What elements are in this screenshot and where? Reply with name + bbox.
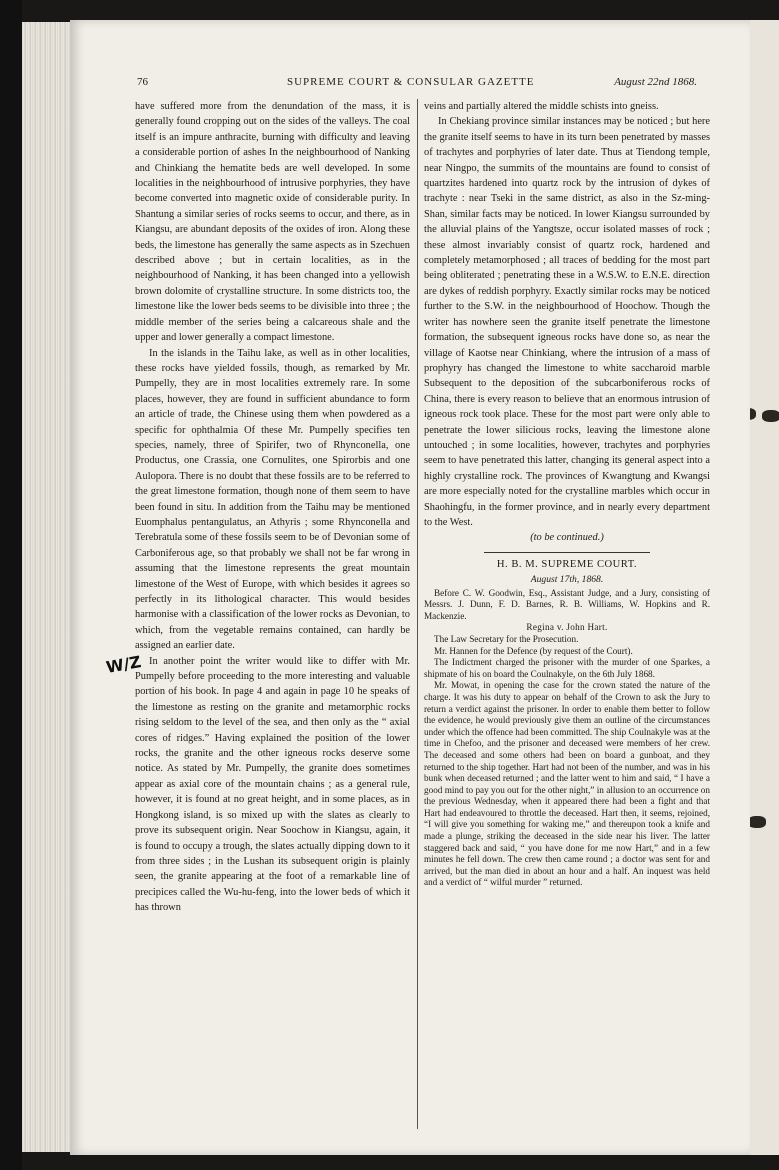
- adjacent-page-edge: [748, 20, 779, 1155]
- defence-line: Mr. Hannen for the Defence (by request of the Court).: [434, 645, 633, 656]
- court-date: August 17th, 1868.: [530, 574, 604, 586]
- case-title: Regina v. John Hart.: [526, 622, 608, 633]
- running-header: [137, 76, 697, 92]
- article-paragraph: have suffered more from the denundation of the mass, it is generally found cropping out on the sides of the valleys. The coal itself is an impure anthracite, burning with difficulty and leaving a considerable portion of ashes In the neighbourhood of Nanking and Chinkiang the hematite beds are well developed. In some localities in the neighbourhood of intrusive porphyries, they have become converted into magnetic oxide of considerable purity. In Shantung a similar series of rocks seems to occur, and there, as in Kiangsu, are abundant deposits of the oxides of iron. Along these beds, the limestone has generally the same aspects as in Szechuen described above ; but in certain localities, as in the neighbourhood of Nanking, it has been changed into a yellowish brown dolomite of crystalline structure. In some districts too, the limestone like the lower beds seems to be divisible into three ; the middle member of the series being a calcareous shale and the upper and lower generally a compact limestone.: [135, 101, 410, 344]
- issue-date: August 22nd 1868.: [614, 76, 697, 88]
- report-paragraph: Mr. Mowat, in opening the case for the crown stated the nature of the charge. It was his duty to appear on behalf of the Crown to ask the Jury to return a verdict against the prisoner. In order to enable them better to follow the evidence, he would previously give them an outline of the circumstances under which the offence had been committed. The ship Coulnakyle was at the time in Chefoo, and the prisoner and deceased were members of her crew. The deceased and some others had been on board a gunboat, and they returned to the ship together. Hart had not been of the number, and was in his bunk when deceased returned ; and the latter went to him and said, “ I have a good mind to pay you out for the other night,” in allusion to an occurrence on the previous Wednesday, when it appeared there had been a fight and that Hart had endeavoured to throttle the deceased. Hart then, it seems, rejoined, “I will give you something for waking me,” and thereupon took a knife and made a plunge, striking the deceased in the side near his liver. The latter staggered back and said, “ you have done for me now Hart,” and in a few minutes he fell down. The crew then came round ; a doctor was sent for and arrived, but the man died in about an hour and a half. An inquest was held and a verdict of “ wilful murder ” returned.: [424, 680, 710, 888]
- article-paragraph: veins and partially altered the middle schists into gneiss.: [424, 101, 659, 112]
- page-number: 76: [137, 76, 148, 88]
- article-paragraph: In Chekiang province similar instances may be noticed ; but here the granite itself seems to have in its turn been penetrated by masses of trachytes and porphyries of later date. Thus at Tiendong temple, near Ningpo, the summits of the mountains are found to consist of quartzites hardened into quartz rock by the intrusion of dykes of trachyte : near Tseki in the same district, as also in the Sz-ming-Shan, similar facts may be noticed. In lower Kiangsu surrounded by the alluvial plains of the Yangtsze, occur isolated masses of rock ; these almost invariably consist of quartz rock, hardened and completely metamorphosed ; all traces of bedding for the most part being obliterated ; penetrating these in a W.S.W. to E.N.E. direction are dykes of reddish porphyry. Exactly similar rocks may be noticed further to the S.W. in the neighbourhood of Hoochow. Though the writer has nowhere seen the granite itself penetrate the limestone formation, the subsequent igneous rocks have done so, as near the village of Kaotse near Chinkiang, where the intrusion of a mass of prophyry has changed the limestone to white saccharoid marble Subsequent to the deposition of the subcarboniferous rocks of China, there is every reason to believe that an enormous intrusion of igneous rock took place. These for the most part were only able to penetrate the lower silicious rocks, leaving the limestone alone untouched ; in some localities, however, trachytes and porphyries seem to have penetrated this latter, changing its general aspect into a highly crystalline rock. The provinces of Kwangtung and Kwangsi are more especially noted for the crystalline marbles which occur in Shaohingfu, in the former province, and in nearly every department to the West.: [424, 116, 710, 528]
- handwritten-margin-note: W/Z: [104, 652, 143, 677]
- book-cover-edge: [0, 0, 22, 1170]
- binding-hole: [762, 410, 779, 422]
- court-report: [424, 588, 710, 889]
- court-heading: H. B. M. SUPREME COURT.: [496, 558, 638, 570]
- article-paragraph: In another point the writer would like to differ with Mr. Pumpelly before proceeding to the more interesting and valuable portion of his book. In page 4 and again in page 10 he speaks of the limestone as resting on the granite and metamorphic rocks rising seldom to the level of the sea, and then only as the “ axial cores of ridges.” Having explained the position of the lower rocks, the granite and the other igneous rocks deserve some notice. As stated by Mr. Pumpelly, the granite does sometimes appear as axial core of the mountain chains ; as a general rule, however, it is found at no great height, and in some places, as in Hongkong island, is so mixed up with the slates as clearly to prove its subsequent origin. Near Soochow in Kiangsu, again, it is found to occupy a trough, the slates actually dipping down to it from three sides ; in the Lushan its subsequent origin is plainly seen, the granite appearing at the foot of a remarkable line of precipices called the Wu-hu-feng, into the lower beds of which it has thrown: [135, 655, 410, 914]
- journal-title: SUPREME COURT & CONSULAR GAZETTE: [287, 76, 535, 88]
- column-divider: [417, 99, 418, 1129]
- report-intro: Before C. W. Goodwin, Esq., Assistant Judge, and a Jury, consisting of Messrs. J. Dunn, F. D. Barnes, R. B. Williams, W. Hopkins and R. Mackenzie.: [424, 587, 710, 621]
- continued-note: (to be continued.): [530, 532, 604, 544]
- article-paragraph: In the islands in the Taihu lake, as well as in other localities, these rocks have yielded fossils, though, as remarked by Mr. Pumpelly, they are in most localities extremely rare. In some places, however, they are found in sufficient abundance to form an article of trade, the Chinese using them when powdered as a specific for ophthalmia Of these Mr. Pumpelly specifies ten species, namely, three of Spirifer, two of Rhynconella, one Productus, one Crassia, one Cornulites, one Spirorbis and one Aulopora. There is no doubt that these fossils are to be referred to the great limestone formation, though none of them seem to have been found in situ. In addition from the Taihu may be mentioned Euomphalus pentangulatus, an Athyris ; some Rhynconella and Terebratula some of these fossils seem to be of Devonian some of Carboniferous age, so that probably we shall not be far wrong in assuming that the limestone represents the great mountain limestone of the West of Europe, with which besides it agrees so perfectly in its lithological character. This would besides harmonise with a classification of the lower rocks as Devonian, to which, from the vegetable remains contained, can hardly be assigned an earlier date.: [135, 347, 410, 652]
- right-column: [424, 99, 710, 1129]
- section-divider: [484, 552, 650, 553]
- prosecution-line: The Law Secretary for the Prosecution.: [434, 633, 579, 644]
- left-column: [135, 99, 410, 1139]
- binding-hole: [748, 816, 766, 828]
- report-paragraph: The Indictment charged the prisoner with the murder of one Sparkes, a shipmate of his on board the Coulnakyle, on the 6th July 1868.: [424, 657, 710, 679]
